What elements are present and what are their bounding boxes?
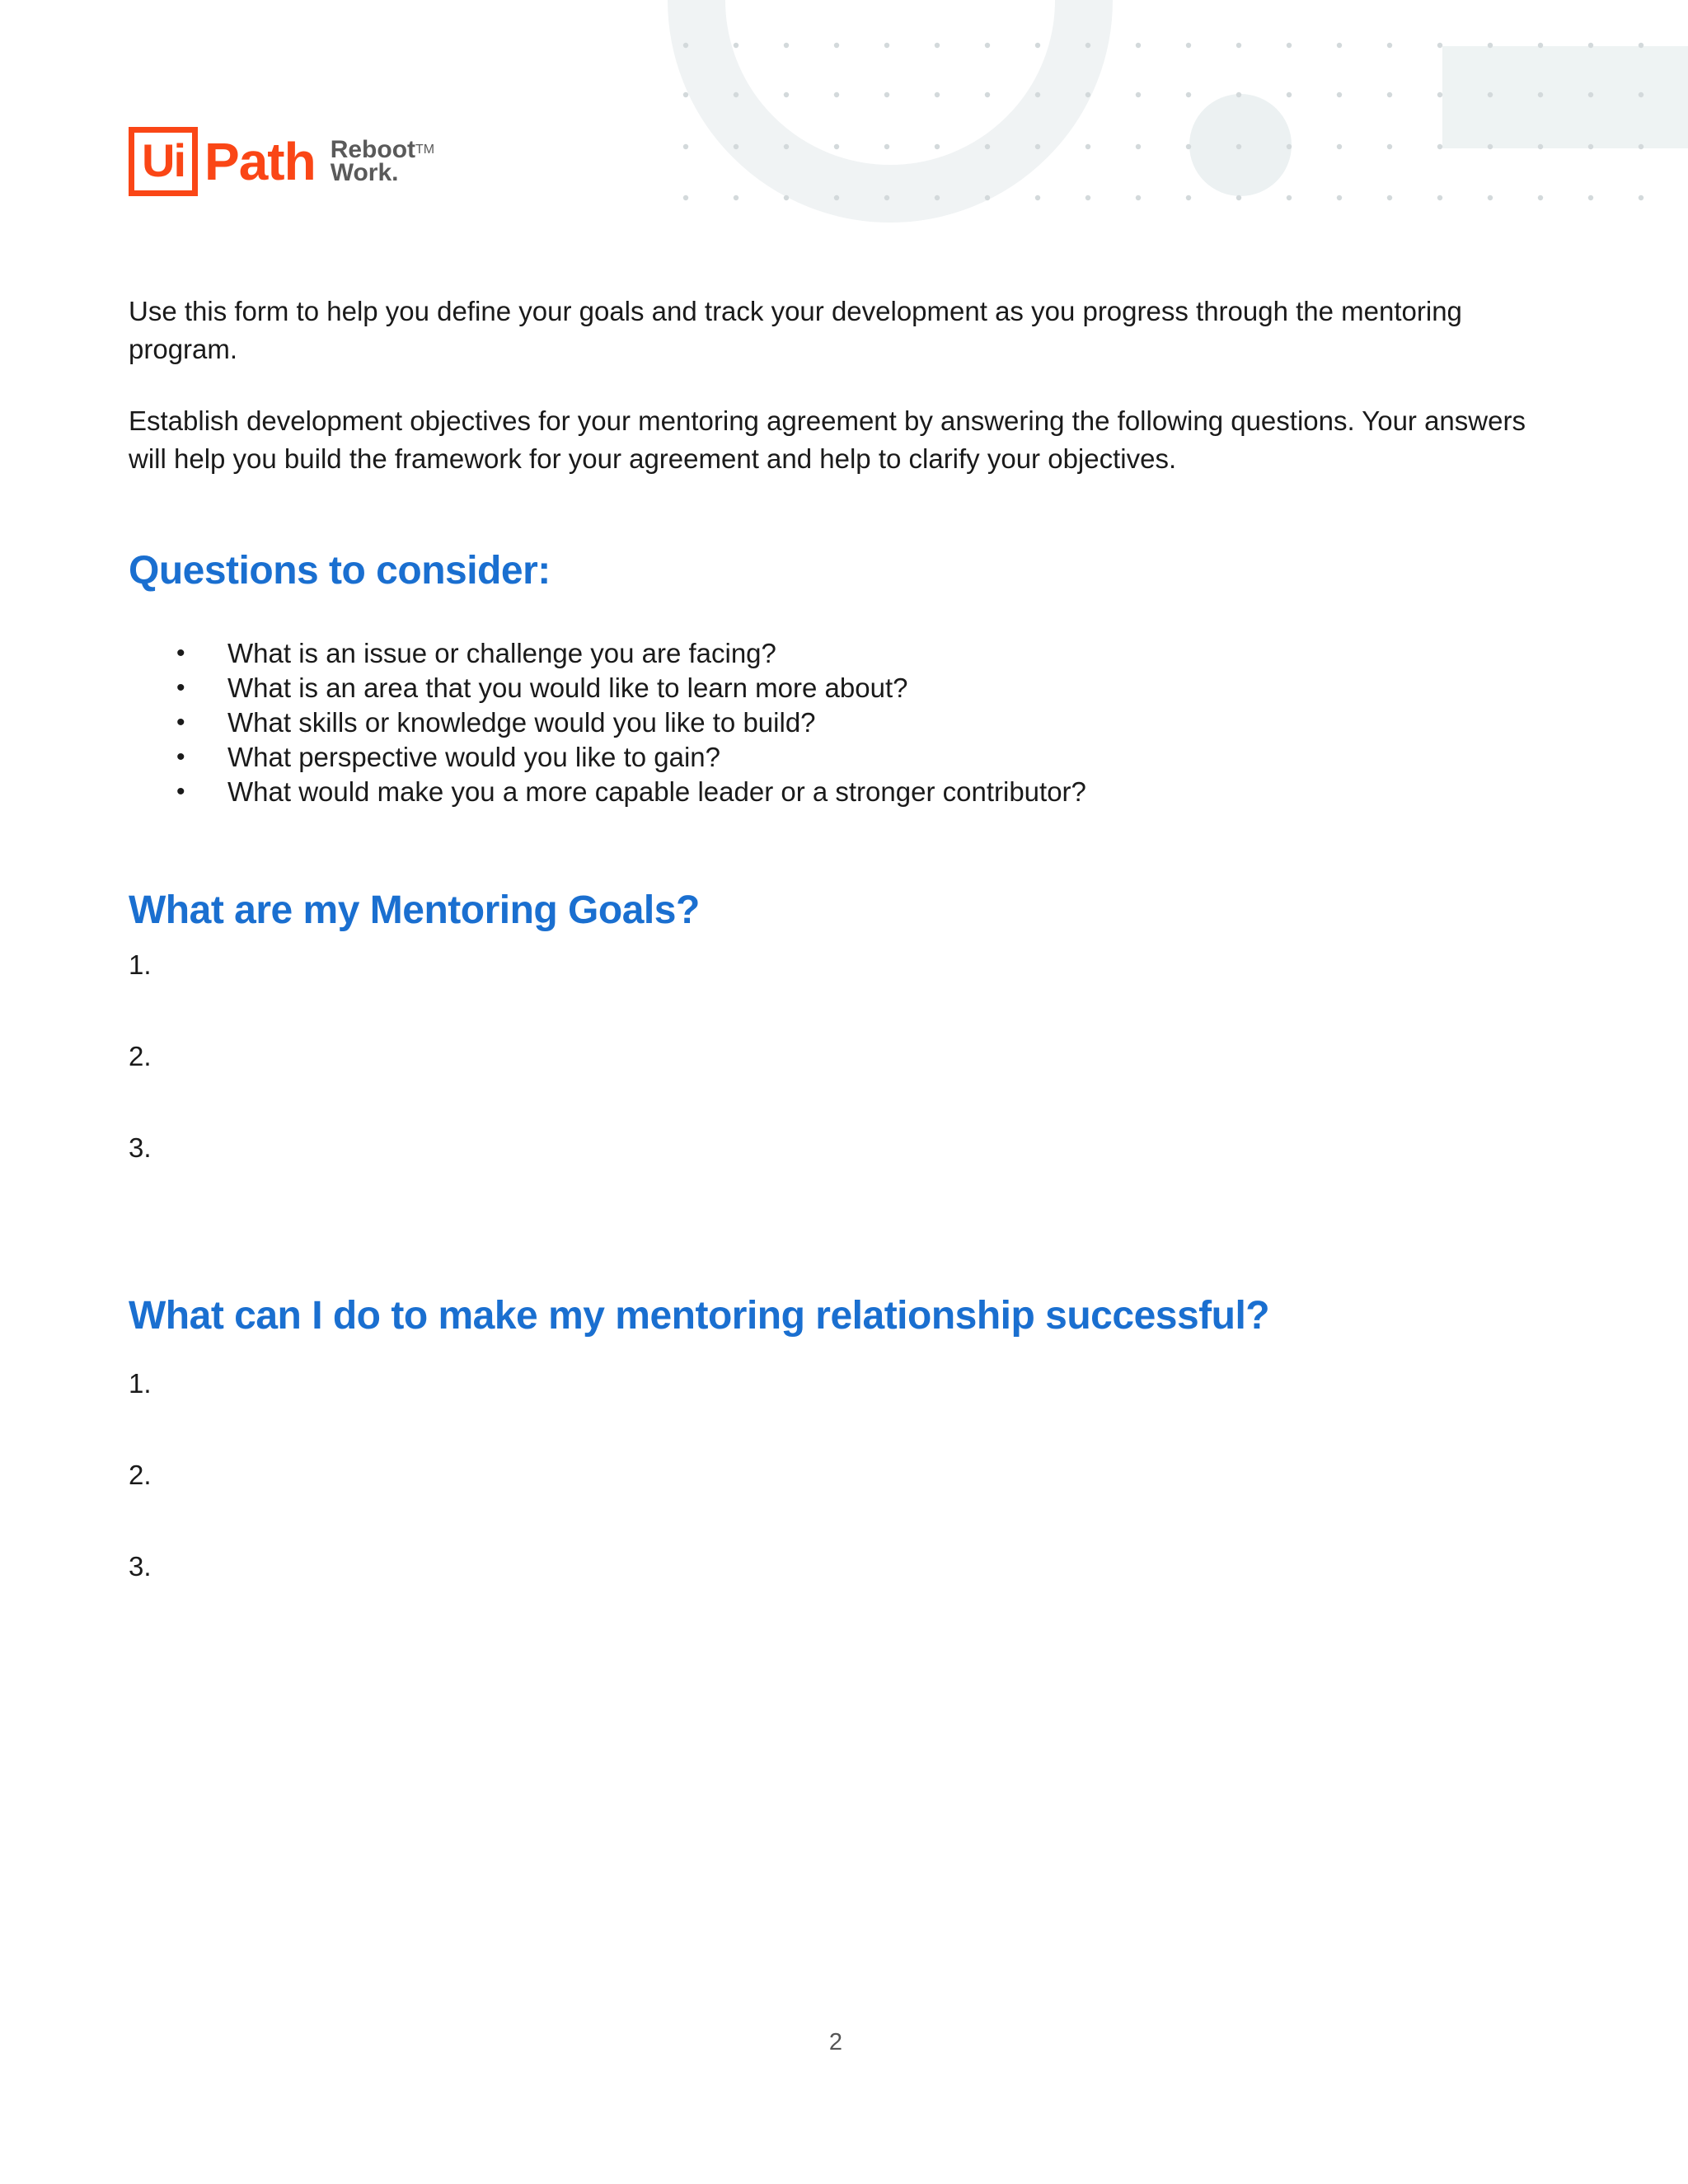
dot	[1236, 43, 1241, 48]
arc-shape	[696, 0, 1084, 194]
dot	[884, 144, 889, 149]
dot	[985, 144, 990, 149]
logo-tagline-tm: TM	[415, 143, 435, 157]
dot	[935, 43, 940, 48]
dot	[1337, 92, 1342, 97]
dot	[1287, 92, 1292, 97]
dot	[1437, 195, 1442, 200]
success-item: 3.	[129, 1551, 152, 1582]
dot	[884, 92, 889, 97]
question-item: • What perspective would you like to gain?	[129, 740, 1546, 775]
dot	[834, 92, 839, 97]
dot-grid	[683, 43, 1643, 200]
dot	[1639, 195, 1643, 200]
dot	[1186, 195, 1191, 200]
dot	[1538, 43, 1543, 48]
dot	[1337, 144, 1342, 149]
dot	[1588, 195, 1593, 200]
dot	[834, 195, 839, 200]
circle-shape	[1189, 94, 1292, 196]
logo-tagline-line1	[331, 138, 434, 162]
dot	[1287, 195, 1292, 200]
dot	[1387, 92, 1392, 97]
uipath-logo	[129, 127, 434, 196]
dot	[1035, 144, 1040, 149]
question-item: • What is an issue or challenge you are facing?	[129, 636, 1546, 671]
question-item: • What is an area that you would like to learn more about?	[129, 671, 1546, 705]
dot	[1588, 43, 1593, 48]
dot	[1085, 92, 1090, 97]
intro-paragraph-2: Establish development objectives for your mentoring agreement by answering the following questions. Your answers will help you build the framework for your agreement and help to clarify your objectives.	[129, 405, 1526, 474]
dot	[985, 195, 990, 200]
logo-path-text: Path	[204, 132, 316, 191]
dot	[1136, 195, 1141, 200]
dot	[985, 43, 990, 48]
dot	[1035, 92, 1040, 97]
dot	[1287, 43, 1292, 48]
dot	[1085, 195, 1090, 200]
logo-ui-box: Ui	[129, 127, 198, 196]
dot	[1588, 144, 1593, 149]
dot	[1136, 43, 1141, 48]
dot	[1387, 144, 1392, 149]
dot	[884, 195, 889, 200]
dot	[1035, 43, 1040, 48]
dot	[1437, 92, 1442, 97]
dot	[1236, 92, 1241, 97]
dot	[734, 43, 738, 48]
dot	[1639, 92, 1643, 97]
success-item: 1.	[129, 1368, 152, 1399]
dot	[1639, 43, 1643, 48]
goals-list	[129, 948, 1546, 1222]
dot	[1538, 92, 1543, 97]
question-item: • What skills or knowledge would you like to build?	[129, 705, 1546, 740]
goal-item: 2.	[129, 1041, 152, 1071]
question-item: • What would make you a more capable leader or a stronger contributor?	[129, 775, 1546, 809]
dot	[1639, 144, 1643, 149]
dot	[1437, 43, 1442, 48]
dot	[1437, 144, 1442, 149]
dot	[1337, 43, 1342, 48]
dot	[1387, 195, 1392, 200]
dot	[1136, 92, 1141, 97]
dot	[683, 92, 688, 97]
page-number: 2	[828, 2029, 843, 2055]
dot	[935, 144, 940, 149]
goal-item: 3.	[129, 1132, 152, 1163]
questions-heading: Questions to consider:	[129, 549, 551, 593]
header-decoration	[0, 0, 1688, 247]
dot	[1136, 144, 1141, 149]
dot	[834, 43, 839, 48]
success-heading: What can I do to make my mentoring relationship successful?	[129, 1294, 1270, 1338]
dot	[1538, 144, 1543, 149]
dot	[784, 144, 789, 149]
dot	[1085, 144, 1090, 149]
dot	[1186, 43, 1191, 48]
dot	[1236, 195, 1241, 200]
goal-item: 1.	[129, 949, 152, 980]
dot	[935, 92, 940, 97]
questions-list	[129, 636, 1546, 809]
intro-paragraph-1: Use this form to help you define your goals and track your development as you progress through the mentoring program.	[129, 296, 1462, 364]
dot	[1588, 92, 1593, 97]
dot	[1488, 195, 1493, 200]
logo-tagline-reboot: Reboot	[330, 136, 416, 163]
dot	[1186, 144, 1191, 149]
dot	[1538, 195, 1543, 200]
dot	[884, 43, 889, 48]
document-body	[129, 293, 1546, 1641]
dot	[1337, 195, 1342, 200]
dot	[935, 195, 940, 200]
dot	[1287, 144, 1292, 149]
dot	[734, 144, 738, 149]
dot	[985, 92, 990, 97]
rect-shape	[1442, 46, 1688, 148]
dot	[1085, 43, 1090, 48]
dot	[683, 144, 688, 149]
dot	[734, 92, 738, 97]
success-item: 2.	[129, 1460, 152, 1490]
dot	[1488, 43, 1493, 48]
dot	[1387, 43, 1392, 48]
success-list	[129, 1366, 1546, 1641]
dot	[1186, 92, 1191, 97]
dot	[734, 195, 738, 200]
dot	[784, 195, 789, 200]
dot	[784, 92, 789, 97]
dot	[683, 195, 688, 200]
dot	[1035, 195, 1040, 200]
logo-tagline	[331, 138, 434, 185]
dot	[1488, 144, 1493, 149]
dot	[834, 144, 839, 149]
goals-heading: What are my Mentoring Goals?	[129, 888, 700, 932]
dot	[683, 43, 688, 48]
logo-tagline-line2: Work.	[330, 159, 399, 186]
dot	[1236, 144, 1241, 149]
dot	[1488, 92, 1493, 97]
dot	[784, 43, 789, 48]
